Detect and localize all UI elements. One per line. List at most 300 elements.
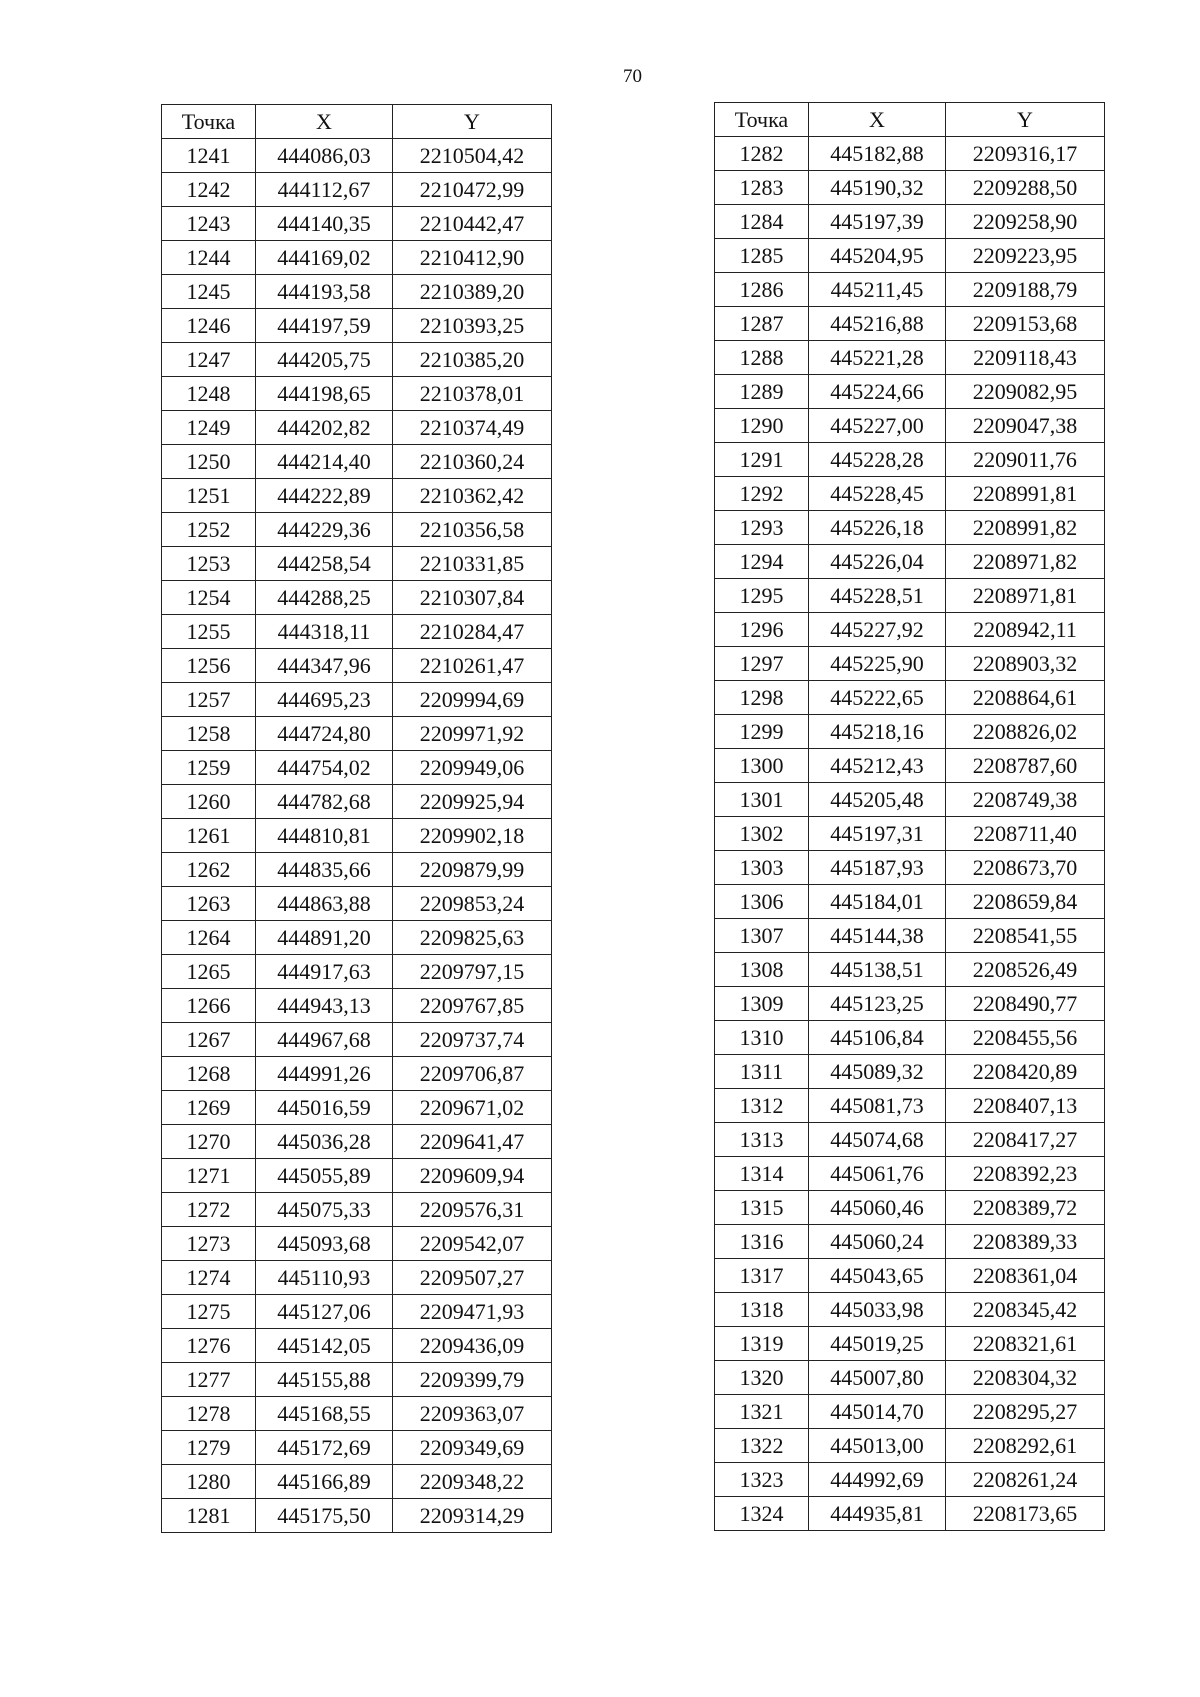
cell-y: 2208903,32: [946, 647, 1105, 681]
cell-point: 1262: [162, 853, 256, 887]
cell-point: 1322: [715, 1429, 809, 1463]
cell-x: 445055,89: [256, 1159, 393, 1193]
cell-y: 2208659,84: [946, 885, 1105, 919]
cell-x: 444967,68: [256, 1023, 393, 1057]
cell-y: 2208971,82: [946, 545, 1105, 579]
table-row: [162, 275, 552, 309]
cell-y: 2208392,23: [946, 1157, 1105, 1191]
cell-point: 1319: [715, 1327, 809, 1361]
cell-x: 445093,68: [256, 1227, 393, 1261]
cell-x: 445074,68: [809, 1123, 946, 1157]
cell-y: 2209797,15: [393, 955, 552, 989]
cell-x: 445204,95: [809, 239, 946, 273]
cell-x: 445060,46: [809, 1191, 946, 1225]
table-row: [715, 1191, 1105, 1225]
cell-point: 1264: [162, 921, 256, 955]
cell-point: 1267: [162, 1023, 256, 1057]
page-number: 70: [623, 66, 642, 87]
cell-point: 1259: [162, 751, 256, 785]
table-row: [715, 1293, 1105, 1327]
cell-point: 1300: [715, 749, 809, 783]
cell-x: 445228,51: [809, 579, 946, 613]
cell-y: 2208673,70: [946, 851, 1105, 885]
cell-y: 2208417,27: [946, 1123, 1105, 1157]
table-row: [162, 139, 552, 173]
cell-point: 1254: [162, 581, 256, 615]
cell-x: 445227,92: [809, 613, 946, 647]
table-row: [162, 207, 552, 241]
cell-y: 2209971,92: [393, 717, 552, 751]
cell-x: 445228,28: [809, 443, 946, 477]
table-row: [715, 1327, 1105, 1361]
table-row: [715, 749, 1105, 783]
cell-y: 2209349,69: [393, 1431, 552, 1465]
cell-x: 445216,88: [809, 307, 946, 341]
table-row: [162, 649, 552, 683]
table-row: [162, 1499, 552, 1533]
table-row: [162, 921, 552, 955]
table-row: [715, 885, 1105, 919]
table-row: [162, 683, 552, 717]
cell-point: 1280: [162, 1465, 256, 1499]
cell-y: 2209542,07: [393, 1227, 552, 1261]
cell-point: 1263: [162, 887, 256, 921]
cell-point: 1299: [715, 715, 809, 749]
cell-x: 444205,75: [256, 343, 393, 377]
cell-point: 1292: [715, 477, 809, 511]
table-row: [715, 375, 1105, 409]
table-row: [162, 1091, 552, 1125]
cell-y: 2210374,49: [393, 411, 552, 445]
cell-x: 444258,54: [256, 547, 393, 581]
table-row: [162, 309, 552, 343]
cell-x: 445221,28: [809, 341, 946, 375]
cell-y: 2208711,40: [946, 817, 1105, 851]
table-row: [715, 205, 1105, 239]
cell-y: 2208749,38: [946, 783, 1105, 817]
cell-y: 2210360,24: [393, 445, 552, 479]
table-row: [715, 409, 1105, 443]
cell-point: 1253: [162, 547, 256, 581]
cell-y: 2208292,61: [946, 1429, 1105, 1463]
cell-point: 1296: [715, 613, 809, 647]
cell-point: 1274: [162, 1261, 256, 1295]
cell-x: 444202,82: [256, 411, 393, 445]
cell-x: 445228,45: [809, 477, 946, 511]
cell-x: 445014,70: [809, 1395, 946, 1429]
cell-x: 445182,88: [809, 137, 946, 171]
cell-x: 445060,24: [809, 1225, 946, 1259]
table-row: [715, 1225, 1105, 1259]
cell-point: 1257: [162, 683, 256, 717]
cell-y: 2208541,55: [946, 919, 1105, 953]
cell-y: 2209288,50: [946, 171, 1105, 205]
table-row: [715, 239, 1105, 273]
cell-y: 2209047,38: [946, 409, 1105, 443]
table-row: [715, 1429, 1105, 1463]
cell-point: 1295: [715, 579, 809, 613]
cell-point: 1261: [162, 819, 256, 853]
table-row: [162, 1295, 552, 1329]
table-row: [715, 511, 1105, 545]
cell-point: 1266: [162, 989, 256, 1023]
table-row: [162, 173, 552, 207]
table-row: [715, 477, 1105, 511]
cell-y: 2210356,58: [393, 513, 552, 547]
table-row: [162, 989, 552, 1023]
cell-point: 1268: [162, 1057, 256, 1091]
table-row: [162, 445, 552, 479]
cell-x: 445081,73: [809, 1089, 946, 1123]
table-row: [715, 307, 1105, 341]
cell-point: 1318: [715, 1293, 809, 1327]
cell-point: 1285: [715, 239, 809, 273]
table-row: [715, 987, 1105, 1021]
cell-point: 1297: [715, 647, 809, 681]
cell-y: 2210412,90: [393, 241, 552, 275]
cell-y: 2209879,99: [393, 853, 552, 887]
cell-point: 1246: [162, 309, 256, 343]
cell-y: 2208389,72: [946, 1191, 1105, 1225]
cell-point: 1287: [715, 307, 809, 341]
cell-x: 445190,32: [809, 171, 946, 205]
cell-x: 445166,89: [256, 1465, 393, 1499]
table-row: [162, 751, 552, 785]
cell-point: 1265: [162, 955, 256, 989]
cell-x: 445211,45: [809, 273, 946, 307]
table-row: [162, 887, 552, 921]
cell-y: 2209767,85: [393, 989, 552, 1023]
cell-x: 445110,93: [256, 1261, 393, 1295]
cell-point: 1314: [715, 1157, 809, 1191]
table-row: [162, 717, 552, 751]
cell-point: 1272: [162, 1193, 256, 1227]
table-row: [715, 171, 1105, 205]
cell-point: 1277: [162, 1363, 256, 1397]
table-row: [715, 1361, 1105, 1395]
cell-x: 444229,36: [256, 513, 393, 547]
cell-point: 1255: [162, 615, 256, 649]
table-row: [715, 783, 1105, 817]
cell-y: 2209153,68: [946, 307, 1105, 341]
table-row: [715, 953, 1105, 987]
cell-y: 2208787,60: [946, 749, 1105, 783]
table-row: [715, 545, 1105, 579]
cell-x: 444991,26: [256, 1057, 393, 1091]
cell-point: 1276: [162, 1329, 256, 1363]
table-row: [162, 513, 552, 547]
table-row: [715, 715, 1105, 749]
cell-y: 2210504,42: [393, 139, 552, 173]
cell-x: 445013,00: [809, 1429, 946, 1463]
cell-point: 1290: [715, 409, 809, 443]
cell-point: 1283: [715, 171, 809, 205]
table-row: [162, 1465, 552, 1499]
cell-point: 1289: [715, 375, 809, 409]
cell-point: 1260: [162, 785, 256, 819]
cell-point: 1244: [162, 241, 256, 275]
cell-x: 444140,35: [256, 207, 393, 241]
cell-point: 1320: [715, 1361, 809, 1395]
cell-y: 2209118,43: [946, 341, 1105, 375]
cell-y: 2208971,81: [946, 579, 1105, 613]
cell-x: 445144,38: [809, 919, 946, 953]
cell-point: 1324: [715, 1497, 809, 1531]
table-row: [715, 137, 1105, 171]
cell-x: 445155,88: [256, 1363, 393, 1397]
cell-y: 2209316,17: [946, 137, 1105, 171]
table-row: [162, 241, 552, 275]
cell-x: 444112,67: [256, 173, 393, 207]
cell-x: 444835,66: [256, 853, 393, 887]
cell-y: 2208864,61: [946, 681, 1105, 715]
cell-point: 1313: [715, 1123, 809, 1157]
cell-x: 445033,98: [809, 1293, 946, 1327]
cell-x: 444891,20: [256, 921, 393, 955]
table-row: [162, 819, 552, 853]
cell-y: 2208321,61: [946, 1327, 1105, 1361]
table-row: [162, 1431, 552, 1465]
cell-y: 2208295,27: [946, 1395, 1105, 1429]
cell-point: 1315: [715, 1191, 809, 1225]
table-row: [715, 443, 1105, 477]
cell-y: 2209825,63: [393, 921, 552, 955]
cell-point: 1245: [162, 275, 256, 309]
cell-y: 2208942,11: [946, 613, 1105, 647]
cell-x: 444782,68: [256, 785, 393, 819]
cell-x: 445226,18: [809, 511, 946, 545]
cell-y: 2209507,27: [393, 1261, 552, 1295]
table-header-row: [162, 105, 552, 139]
coordinates-table-left: [161, 104, 552, 1533]
cell-x: 445222,65: [809, 681, 946, 715]
cell-x: 444917,63: [256, 955, 393, 989]
cell-y: 2209188,79: [946, 273, 1105, 307]
cell-y: 2209609,94: [393, 1159, 552, 1193]
cell-y: 2208420,89: [946, 1055, 1105, 1089]
cell-x: 445184,01: [809, 885, 946, 919]
cell-point: 1250: [162, 445, 256, 479]
cell-x: 444943,13: [256, 989, 393, 1023]
cell-y: 2208526,49: [946, 953, 1105, 987]
header-point: Точка: [715, 103, 809, 137]
cell-x: 444193,58: [256, 275, 393, 309]
cell-y: 2210331,85: [393, 547, 552, 581]
cell-point: 1252: [162, 513, 256, 547]
cell-point: 1242: [162, 173, 256, 207]
table-row: [715, 579, 1105, 613]
cell-y: 2209925,94: [393, 785, 552, 819]
cell-x: 444992,69: [809, 1463, 946, 1497]
table-row: [162, 1023, 552, 1057]
cell-y: 2209471,93: [393, 1295, 552, 1329]
cell-point: 1308: [715, 953, 809, 987]
table-row: [162, 547, 552, 581]
cell-y: 2209641,47: [393, 1125, 552, 1159]
table-row: [715, 341, 1105, 375]
table-row: [715, 1395, 1105, 1429]
header-y: Y: [393, 105, 552, 139]
cell-point: 1284: [715, 205, 809, 239]
table-row: [715, 817, 1105, 851]
cell-point: 1317: [715, 1259, 809, 1293]
cell-point: 1247: [162, 343, 256, 377]
cell-point: 1298: [715, 681, 809, 715]
cell-y: 2208361,04: [946, 1259, 1105, 1293]
table-row: [715, 1259, 1105, 1293]
table-row: [162, 343, 552, 377]
cell-x: 445212,43: [809, 749, 946, 783]
header-point: Точка: [162, 105, 256, 139]
cell-x: 444288,25: [256, 581, 393, 615]
cell-x: 445089,32: [809, 1055, 946, 1089]
cell-point: 1248: [162, 377, 256, 411]
cell-point: 1309: [715, 987, 809, 1021]
cell-y: 2208826,02: [946, 715, 1105, 749]
table-row: [715, 919, 1105, 953]
cell-x: 445197,31: [809, 817, 946, 851]
cell-x: 445142,05: [256, 1329, 393, 1363]
cell-y: 2208345,42: [946, 1293, 1105, 1327]
cell-x: 445224,66: [809, 375, 946, 409]
cell-point: 1270: [162, 1125, 256, 1159]
table-row: [162, 615, 552, 649]
table-row: [162, 411, 552, 445]
table-row: [162, 1125, 552, 1159]
cell-x: 445138,51: [809, 953, 946, 987]
cell-y: 2208389,33: [946, 1225, 1105, 1259]
cell-y: 2210393,25: [393, 309, 552, 343]
cell-x: 444863,88: [256, 887, 393, 921]
table-row: [715, 613, 1105, 647]
cell-point: 1275: [162, 1295, 256, 1329]
table-row: [162, 1397, 552, 1431]
cell-y: 2210261,47: [393, 649, 552, 683]
cell-point: 1302: [715, 817, 809, 851]
cell-point: 1323: [715, 1463, 809, 1497]
cell-x: 445019,25: [809, 1327, 946, 1361]
cell-y: 2209399,79: [393, 1363, 552, 1397]
cell-y: 2208304,32: [946, 1361, 1105, 1395]
cell-point: 1241: [162, 139, 256, 173]
cell-x: 445123,25: [809, 987, 946, 1021]
cell-x: 444724,80: [256, 717, 393, 751]
cell-x: 445127,06: [256, 1295, 393, 1329]
cell-x: 445007,80: [809, 1361, 946, 1395]
table-row: [162, 377, 552, 411]
cell-x: 445168,55: [256, 1397, 393, 1431]
table-row: [162, 853, 552, 887]
table-row: [715, 1157, 1105, 1191]
cell-y: 2209348,22: [393, 1465, 552, 1499]
cell-x: 444214,40: [256, 445, 393, 479]
cell-x: 444169,02: [256, 241, 393, 275]
cell-x: 445225,90: [809, 647, 946, 681]
table-row: [162, 1261, 552, 1295]
cell-point: 1279: [162, 1431, 256, 1465]
table-row: [162, 581, 552, 615]
cell-x: 444197,59: [256, 309, 393, 343]
table-row: [715, 647, 1105, 681]
cell-x: 444222,89: [256, 479, 393, 513]
cell-point: 1249: [162, 411, 256, 445]
cell-point: 1273: [162, 1227, 256, 1261]
table-row: [162, 1227, 552, 1261]
table-row: [162, 1193, 552, 1227]
cell-y: 2209258,90: [946, 205, 1105, 239]
table-row: [715, 1055, 1105, 1089]
cell-y: 2209314,29: [393, 1499, 552, 1533]
cell-y: 2209737,74: [393, 1023, 552, 1057]
cell-point: 1256: [162, 649, 256, 683]
cell-y: 2210385,20: [393, 343, 552, 377]
cell-point: 1312: [715, 1089, 809, 1123]
header-y: Y: [946, 103, 1105, 137]
cell-point: 1251: [162, 479, 256, 513]
cell-y: 2208455,56: [946, 1021, 1105, 1055]
cell-x: 445187,93: [809, 851, 946, 885]
cell-x: 445036,28: [256, 1125, 393, 1159]
cell-y: 2210307,84: [393, 581, 552, 615]
cell-point: 1288: [715, 341, 809, 375]
cell-point: 1310: [715, 1021, 809, 1055]
table-row: [715, 1021, 1105, 1055]
cell-point: 1306: [715, 885, 809, 919]
cell-x: 445205,48: [809, 783, 946, 817]
cell-x: 445061,76: [809, 1157, 946, 1191]
cell-x: 444086,03: [256, 139, 393, 173]
table-row: [162, 785, 552, 819]
cell-point: 1316: [715, 1225, 809, 1259]
cell-point: 1311: [715, 1055, 809, 1089]
cell-point: 1286: [715, 273, 809, 307]
cell-y: 2208261,24: [946, 1463, 1105, 1497]
cell-x: 445218,16: [809, 715, 946, 749]
cell-x: 445043,65: [809, 1259, 946, 1293]
cell-point: 1291: [715, 443, 809, 477]
cell-x: 444318,11: [256, 615, 393, 649]
cell-y: 2210284,47: [393, 615, 552, 649]
cell-y: 2209706,87: [393, 1057, 552, 1091]
coordinates-table-right: [714, 102, 1105, 1531]
cell-x: 445075,33: [256, 1193, 393, 1227]
cell-x: 445227,00: [809, 409, 946, 443]
header-x: X: [256, 105, 393, 139]
table-row: [715, 851, 1105, 885]
cell-point: 1301: [715, 783, 809, 817]
cell-x: 445175,50: [256, 1499, 393, 1533]
cell-x: 445172,69: [256, 1431, 393, 1465]
cell-y: 2208991,81: [946, 477, 1105, 511]
cell-y: 2209011,76: [946, 443, 1105, 477]
cell-y: 2209902,18: [393, 819, 552, 853]
cell-x: 445197,39: [809, 205, 946, 239]
cell-y: 2209853,24: [393, 887, 552, 921]
cell-y: 2209576,31: [393, 1193, 552, 1227]
table-header-row: [715, 103, 1105, 137]
cell-x: 444810,81: [256, 819, 393, 853]
cell-y: 2210362,42: [393, 479, 552, 513]
table-row: [715, 1123, 1105, 1157]
cell-point: 1271: [162, 1159, 256, 1193]
cell-point: 1282: [715, 137, 809, 171]
cell-point: 1293: [715, 511, 809, 545]
table-row: [715, 681, 1105, 715]
cell-point: 1303: [715, 851, 809, 885]
header-x: X: [809, 103, 946, 137]
cell-x: 444695,23: [256, 683, 393, 717]
cell-y: 2208407,13: [946, 1089, 1105, 1123]
